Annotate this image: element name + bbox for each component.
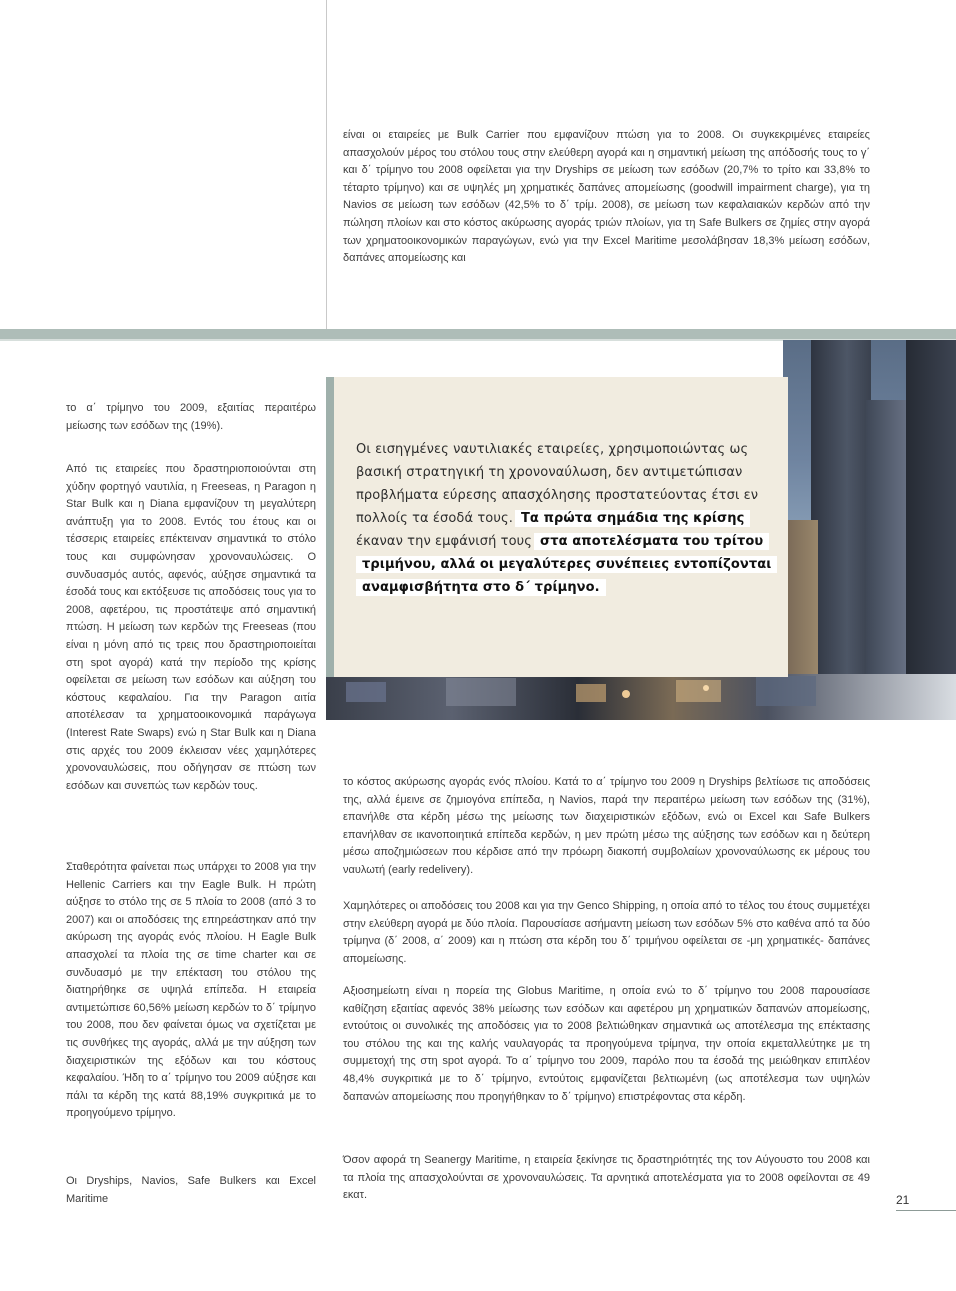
right-column-paragraph: το κόστος ακύρωσης αγοράς ενός πλοίου. Κατά το α΄ τρίμηνο του 2009 η Dryships βελτίωσε τις αποδόσεις της, αλλά έμεινε σε ζημιογόνα επίπεδα, η Navios, παρά την περαιτέρω μείωση των εσόδων της (31%), επανήλθε στα κέρδη μέσω της μείωσης των διαχειριστικών εξόδων, ενώ οι Excel και Safe Bulkers επανήλθαν σε ικανοποιητικά επίπεδα κερδών, η μεν πρώτη μέσω της αύξησης των εσόδων και η δεύτερη μέσω αποζημιώσεων που κέρδισε από την πρόωρη διακοπή συμβολαίων χρονοναύλωσης εκ μέρους του ναυλωτή (early redelivery). xyxy=(343,776,870,876)
page-number: 21 xyxy=(896,1193,910,1207)
left-column-paragraph: Οι Dryships, Navios, Safe Bulkers και Excel Maritime xyxy=(66,1175,316,1205)
column-divider-vertical xyxy=(326,0,327,338)
pull-quote-highlight: τριμήνου, αλλά οι μεγαλύτερες συνέπειες εντοπίζονται xyxy=(356,556,777,573)
pull-quote-line: βασική στρατηγική τη χρονοναύλωση, δεν αντιμετώπισαν xyxy=(356,465,743,480)
top-paragraph: είναι οι εταιρείες με Bulk Carrier που εμφανίζουν πτώση για το 2008. Οι συγκεκριμένες εταιρείες απασχολούν μέρος του στόλου τους στην ελεύθερη αγορά και η σημαντική μείωση της απόδοσής τους το γ΄ και δ΄ τρίμηνο του 2008 οφείλεται για την Dryships σε μείωση των εσόδων (20,7% το τρίτο και 33,8% το τέταρτο τρίμηνο) και σε υψηλές μη χρηματικές δαπάνες απομείωσης (goodwill impairment charge), για τη Navios σε μείωση των εσόδων (42,5% το δ΄ τρίμ. 2008), σε μείωση των κεφαλαιακών κερδών από την πώληση πλοίων και στο κόστος ακύρωσης αγοράς τριών πλοίων, για τη Safe Bulkers σε ζημίες στην αγορά των χρηματοοικονομικών παραγώγων, ενώ για την Excel Maritime μεσολάβησαν 18,3% μείωση εσόδων, δαπάνες απομείωσης και xyxy=(343,129,870,265)
pull-quote-line: Οι εισηγμένες ναυτιλιακές εταιρείες, χρησιμοποιώντας ως xyxy=(356,442,749,457)
pull-quote-highlight: αναμφισβήτητα στο δ΄ τρίμηνο. xyxy=(356,579,606,596)
right-column-paragraph: Αξιοσημείωτη είναι η πορεία της Globus Maritime, η οποία ενώ το δ΄ τρίμηνο του 2008 παρουσίασε καθίζηση εξαιτίας αφενός 38% μείωσης των εσόδων και αφετέρου μη χρηματικών δαπανών απομείωσης, εντούτοις οι συνολικές της αποδόσεις για το 2008 βελτιώθηκαν σημαντικά ως αποτέλεσμα της επέκτασης του στόλου της και της καλής ναυλαγοράς τα προηγούμενα τρίμηνα, την οποία εκμεταλλεύτηκε με τη συμμετοχή της στη spot αγορά. Το α΄ τρίμηνο του 2009, παρόλο που τα έσοδά της μειώθηκαν επιπλέον 48,4% συγκριτικά με το δ΄ τρίμηνο, εντούτοις εμφανίζεται βελτιωμένη (ως αποτέλεσμα των υψηλών δαπανών απομείωσης που προηγήθηκαν το δ΄ τρίμηνο) επιστρέφοντας στα κέρδη. xyxy=(343,985,870,1103)
callout-accent-bar xyxy=(326,377,334,677)
left-column-paragraph: Σταθερότητα φαίνεται πως υπάρχει το 2008 για την Hellenic Carriers και την Eagle Bulk. Η πρώτη αύξησε το στόλο της σε 5 πλοία το 2008 (από 3 το 2007) και οι αποδόσεις της επηρεάστηκαν από την ακύρωση της αγοράς ενός πλοίου. Η Eagle Bulk απασχολεί τα πλοία της σε time charter και σε συνδυασμό με την επέκταση του στόλου της διατηρήθηκε σε υψηλά επίπεδα. Η εταιρεία αντιμετώπισε 60,56% μείωση κερδών το δ΄ τρίμηνο του 2008, που δεν φαίνεται όμως να σχετίζεται με τις συνθήκες της αγοράς, αλλά με την αύξηση των διαχειριστικών της εξόδων και του κόστους κεφαλαίου. Ήδη το α΄ τρίμηνο του 2009 αύξησε και πάλι τα κέρδη της κατά 88,19% συγκριτικά με το προηγούμενο τρίμηνο. xyxy=(66,861,316,1120)
right-column-paragraph: Χαμηλότερες οι αποδόσεις του 2008 και για την Genco Shipping, η οποία από το τέλος του έτους συμμετέχει στην ελεύθερη αγορά με δύο πλοία. Παρουσίασε ασήμαντη μείωση των εσόδων 5% στο καθένα από τα δύο τρίμηνα (δ΄ 2008, α΄ 2009) και η πτώση στα κέρδη του δ΄ τριμήνου οφείλεται σε -μη χρηματικές- δαπάνες απομείωσης. xyxy=(343,900,870,965)
page-number-rule xyxy=(896,1210,956,1211)
skyscraper-image xyxy=(906,340,956,680)
left-column-paragraph: το α΄ τρίμηνο του 2009, εξαιτίας περαιτέρω μείωσης των εσόδων της (19%). xyxy=(66,402,316,432)
pull-quote-highlight: στα αποτελέσματα του τρίτου xyxy=(534,533,769,550)
pull-quote-line: πολλοίς τα έσοδά τους. Τα πρώτα σημάδια της κρίσης xyxy=(356,507,796,530)
skyscraper-image xyxy=(866,400,911,680)
left-column-paragraph: Από τις εταιρείες που δραστηριοποιούνται στη χύδην φορτηγό ναυτιλία, η Freeseas, η Paragon η Star Bulk και η Diana εμφανίζουν τη μεγαλύτερη ανάπτυξη για το 2008. Εντός του έτους και οι τέσσερις εταιρείες επέκτειναν σημαντικά το στόλο τους και συμφώνησαν χρονοναυλώσεις. Ο συνδυασμός αυτός, αφενός, αύξησε σημαντικά τα έσοδά τους και εκτόξευσε τις αποδόσεις τους για το 2008, αφετέρου, τις προστάτεψε από σημαντική πτώση. Η μείωση των κερδών της Freeseas (που είναι η μόνη από τις τρεις που δραστηριοποιείται στη spot αγορά) κατά την περίοδο της κρίσης οφείλεται σε μείωση των εσόδων και αύξηση του κόστους κεφαλαίου. Για την Paragon αιτία αποτέλεσαν τα χρηματοοικονομικά παράγωγα (Interest Rate Swaps) ενώ η Star Bulk και η Diana στις αρχές του 2009 έκλεισαν νέες χαμηλότερες χρονοναυλώσεις, που οδήγησαν σε πτώση των εσόδων και συνεπώς των κερδών τους. xyxy=(66,463,316,792)
pull-quote-line: έκαναν την εμφάνισή τους στα αποτελέσματα του τρίτου xyxy=(356,530,796,553)
pull-quote-line xyxy=(356,553,796,576)
pull-quote xyxy=(356,438,796,599)
pull-quote-line xyxy=(356,576,796,599)
section-divider-bar xyxy=(0,329,956,339)
pull-quote-highlight: Τα πρώτα σημάδια της κρίσης xyxy=(515,510,750,527)
right-column-paragraph: Όσον αφορά τη Seanergy Maritime, η εταιρεία ξεκίνησε τις δραστηριότητές της τον Αύγουστο του 2008 και τα πλοία της απασχολούνται σε χρονοναυλώσεις. Τα αρνητικά αποτελέσματα για το 2008 οφείλονται σε 49 εκατ. xyxy=(343,1154,870,1202)
pull-quote-line: προβλήματα εύρεσης απασχόλησης προστατεύοντας έτσι εν xyxy=(356,488,759,503)
street-lights-image xyxy=(326,674,956,720)
skyscraper-image xyxy=(811,340,871,680)
